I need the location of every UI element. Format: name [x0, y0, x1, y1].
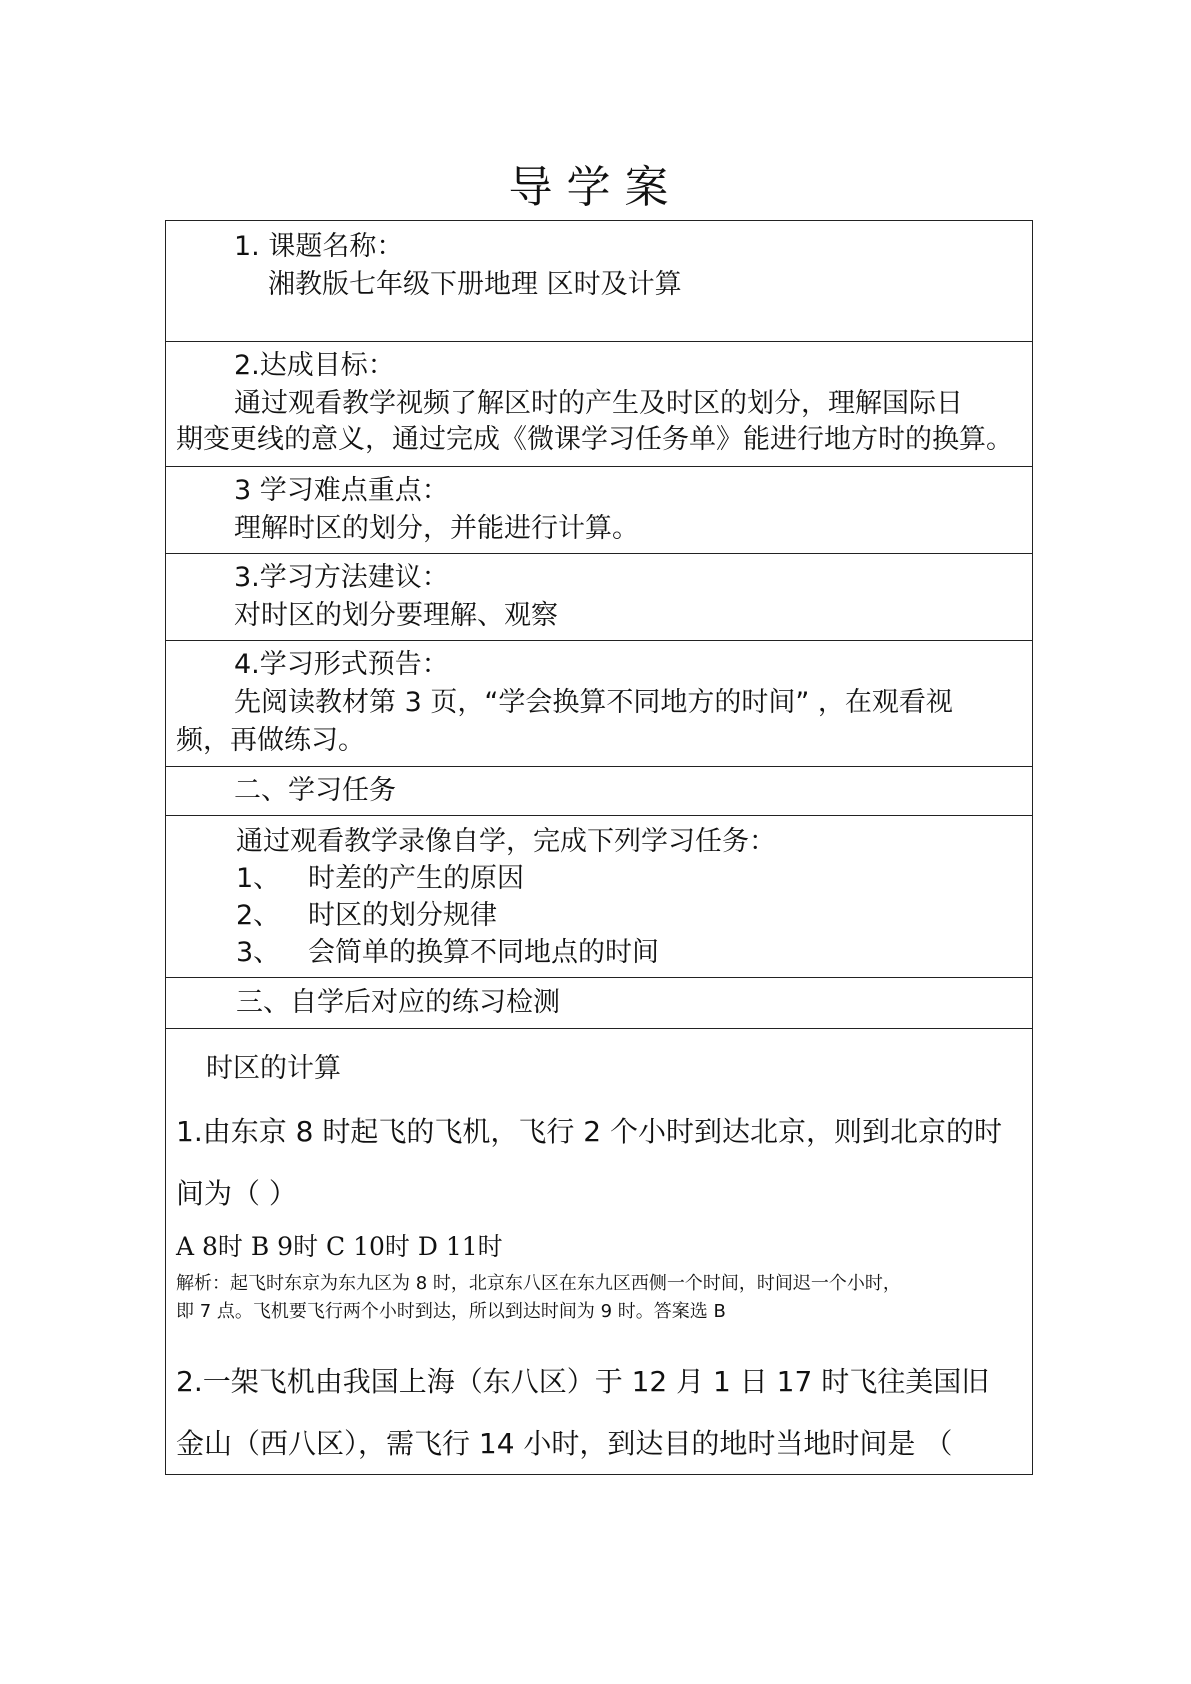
question-1-options: A 8时 B 9时 C 10时 D 11时	[176, 1232, 503, 1261]
practice-title: 三、自学后对应的练习检测	[236, 987, 560, 1018]
question-1-line-1: 1.由东京 8 时起飞的飞机，飞行 2 个小时到达北京，则到北京的时	[176, 1115, 1002, 1148]
key-heading: 3 学习难点重点：	[234, 475, 449, 506]
section-tasks	[166, 816, 1032, 978]
goal-heading: 2.达成目标：	[234, 350, 395, 381]
tasks-intro: 通过观看教学录像自学，完成下列学习任务：	[236, 826, 776, 857]
question-2-line-2: 金山（西八区），需飞行 14 小时，到达目的地时当地时间是 （	[176, 1427, 953, 1460]
section-method	[166, 554, 1032, 641]
task-item-1-num: 1、	[236, 863, 281, 894]
task-title: 二、学习任务	[234, 775, 396, 806]
topic-body: 湘教版七年级下册地理 区时及计算	[268, 269, 682, 300]
task-item-2-text: 时区的划分规律	[308, 900, 497, 931]
question-1-analysis-line-2: 即 7 点。飞机要飞行两个小时到达，所以到达时间为 9 时。答案选 B	[176, 1301, 726, 1322]
task-item-3-text: 会简单的换算不同地点的时间	[308, 937, 659, 968]
topic-heading: 1. 课题名称：	[234, 231, 404, 262]
form-heading: 4.学习形式预告：	[234, 649, 449, 680]
section-practice-title	[166, 978, 1032, 1029]
question-1-analysis-line-1: 解析：起飞时东京为东九区为 8 时，北京东八区在东九区西侧一个时间，时间迟一个小时，	[176, 1273, 901, 1294]
goal-line-1: 通过观看教学视频了解区时的产生及时区的划分，理解国际日	[234, 388, 963, 419]
question-2-line-1: 2.一架飞机由我国上海（东八区）于 12 月 1 日 17 时飞往美国旧	[176, 1365, 990, 1398]
task-item-2-num: 2、	[236, 900, 281, 931]
section-task-title	[166, 767, 1032, 816]
section-goal	[166, 342, 1032, 467]
method-heading: 3.学习方法建议：	[234, 562, 449, 593]
key-body: 理解时区的划分，并能进行计算。	[234, 513, 639, 544]
page-title: 导学案	[508, 162, 683, 213]
section-form	[166, 641, 1032, 767]
task-item-3-num: 3、	[236, 937, 281, 968]
question-1-line-2: 间为（ ）	[176, 1177, 297, 1210]
section-key-points	[166, 467, 1032, 554]
study-guide-table	[165, 220, 1033, 1475]
task-item-1-text: 时差的产生的原因	[308, 863, 524, 894]
form-line-2: 频，再做练习。	[176, 725, 365, 756]
practice-subtitle: 时区的计算	[206, 1053, 341, 1084]
method-body: 对时区的划分要理解、观察	[234, 600, 558, 631]
goal-line-2: 期变更线的意义，通过完成《微课学习任务单》能进行地方时的换算。	[176, 424, 1013, 455]
form-line-1: 先阅读教材第 3 页，“学会换算不同地方的时间” ，在观看视	[234, 687, 953, 718]
section-topic	[166, 221, 1032, 342]
section-practice	[166, 1029, 1032, 1474]
